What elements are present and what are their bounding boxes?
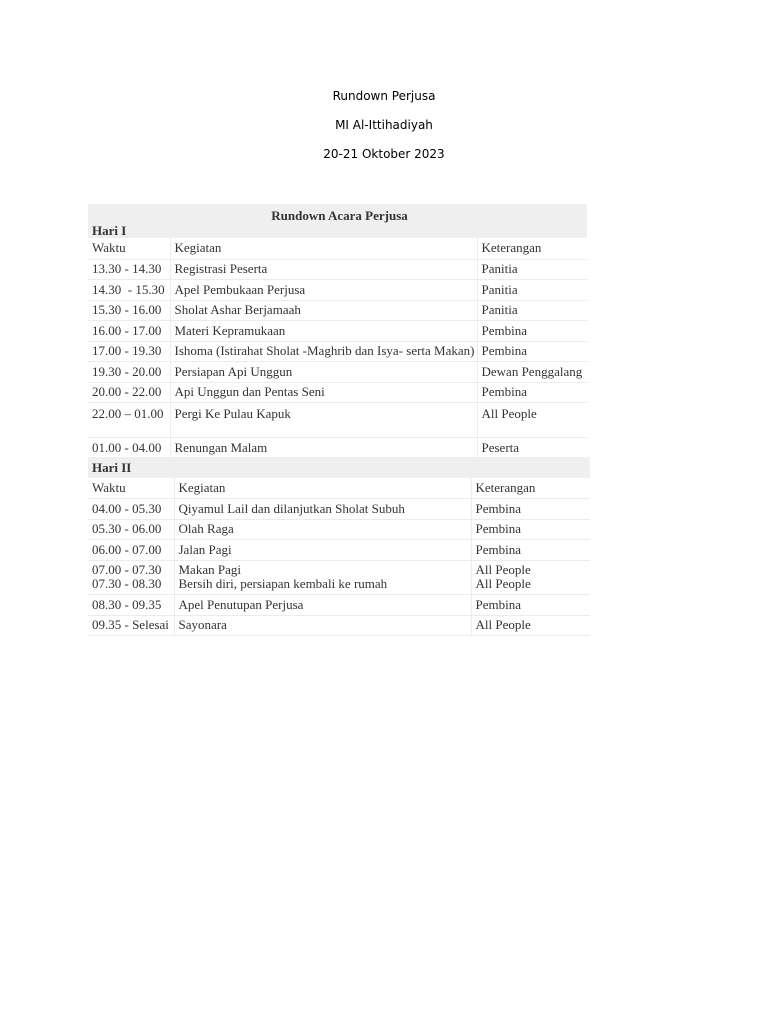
activity-cell: Sholat Ashar Berjamaah bbox=[170, 300, 477, 320]
column-header: Waktu bbox=[88, 478, 174, 498]
activity-cell: Olah Raga bbox=[174, 519, 471, 539]
table-row bbox=[88, 300, 587, 320]
note-cell: Peserta bbox=[477, 437, 587, 458]
activity-cell bbox=[174, 560, 471, 594]
time-cell: 01.00 - 04.00 bbox=[88, 437, 170, 458]
activity-cell: Renungan Malam bbox=[170, 437, 477, 458]
table-row bbox=[88, 361, 587, 382]
time-cell: 09.35 - Selesai bbox=[88, 615, 174, 635]
table-row bbox=[88, 402, 587, 437]
time-cell: 17.00 - 19.30 bbox=[88, 341, 170, 361]
table-row bbox=[88, 539, 590, 560]
table-caption-row bbox=[88, 204, 587, 238]
time-cell: 14.30 - 15.30 bbox=[88, 279, 170, 300]
activity-cell: Api Unggun dan Pentas Seni bbox=[170, 382, 477, 402]
table-row bbox=[88, 519, 590, 539]
time-cell: 08.30 - 09.35 bbox=[88, 594, 174, 615]
note-cell: Panitia bbox=[477, 259, 587, 279]
activity-cell: Pergi Ke Pulau Kapuk bbox=[170, 402, 477, 437]
time-cell: 06.00 - 07.00 bbox=[88, 539, 174, 560]
time-line: 07.00 - 07.30 bbox=[92, 562, 162, 577]
activity-cell: Sayonara bbox=[174, 615, 471, 635]
table-row bbox=[88, 615, 590, 635]
event-date: 20-21 Oktober 2023 bbox=[323, 147, 445, 161]
column-header: Kegiatan bbox=[170, 238, 477, 259]
note-cell: Pembina bbox=[471, 519, 590, 539]
time-cell: 22.00 – 01.00 bbox=[88, 402, 170, 437]
table-row bbox=[88, 594, 590, 615]
note-cell: Pembina bbox=[477, 320, 587, 341]
time-cell: 05.30 - 06.00 bbox=[88, 519, 174, 539]
note-line: All People bbox=[475, 576, 531, 591]
table-row bbox=[88, 498, 590, 519]
note-cell: Pembina bbox=[477, 382, 587, 402]
table-row bbox=[88, 341, 587, 361]
column-header: Kegiatan bbox=[174, 478, 471, 498]
column-header: Keterangan bbox=[471, 478, 590, 498]
document-title: Rundown Perjusa bbox=[332, 89, 436, 103]
table-row bbox=[88, 279, 587, 300]
activity-cell: Qiyamul Lail dan dilanjutkan Sholat Subuh bbox=[174, 498, 471, 519]
table-caption: Rundown Acara Perjusa bbox=[271, 208, 408, 223]
table-row bbox=[88, 320, 587, 341]
note-line: All People bbox=[475, 562, 531, 577]
note-cell: Pembina bbox=[471, 498, 590, 519]
note-cell: Pembina bbox=[471, 594, 590, 615]
table-row bbox=[88, 560, 590, 594]
day-label-row bbox=[88, 457, 590, 478]
column-header: Waktu bbox=[88, 238, 170, 259]
time-cell: 16.00 - 17.00 bbox=[88, 320, 170, 341]
table-row bbox=[88, 382, 587, 402]
activity-cell: Jalan Pagi bbox=[174, 539, 471, 560]
table-header-row bbox=[88, 238, 587, 259]
note-cell: Dewan Penggalang bbox=[477, 361, 587, 382]
note-cell: All People bbox=[471, 615, 590, 635]
activity-cell: Persiapan Api Unggun bbox=[170, 361, 477, 382]
note-cell: Panitia bbox=[477, 300, 587, 320]
school-name: MI Al-Ittihadiyah bbox=[335, 118, 433, 132]
time-line: 07.30 - 08.30 bbox=[92, 576, 162, 591]
activity-cell: Apel Pembukaan Perjusa bbox=[170, 279, 477, 300]
rundown-table-day1 bbox=[88, 204, 587, 459]
table-row bbox=[88, 259, 587, 279]
time-cell: 04.00 - 05.30 bbox=[88, 498, 174, 519]
time-cell: 15.30 - 16.00 bbox=[88, 300, 170, 320]
activity-line: Bersih diri, persiapan kembali ke rumah bbox=[178, 576, 388, 591]
activity-line: Makan Pagi bbox=[178, 562, 241, 577]
activity-cell: Registrasi Peserta bbox=[170, 259, 477, 279]
activity-cell: Ishoma (Istirahat Sholat -Maghrib dan Isya- serta Makan) bbox=[170, 341, 477, 361]
table-row bbox=[88, 437, 587, 458]
time-cell: 20.00 - 22.00 bbox=[88, 382, 170, 402]
activity-cell: Materi Kepramukaan bbox=[170, 320, 477, 341]
rundown-table-day2 bbox=[88, 457, 590, 636]
activity-cell: Apel Penutupan Perjusa bbox=[174, 594, 471, 615]
table-header-row bbox=[88, 478, 590, 498]
note-cell: Panitia bbox=[477, 279, 587, 300]
note-cell: Pembina bbox=[471, 539, 590, 560]
time-cell bbox=[88, 560, 174, 594]
day-label: Hari I bbox=[92, 223, 127, 238]
day-label: Hari II bbox=[88, 457, 590, 478]
note-cell: All People bbox=[477, 402, 587, 437]
time-cell: 19.30 - 20.00 bbox=[88, 361, 170, 382]
column-header: Keterangan bbox=[477, 238, 587, 259]
note-cell: Pembina bbox=[477, 341, 587, 361]
note-cell bbox=[471, 560, 590, 594]
time-cell: 13.30 - 14.30 bbox=[88, 259, 170, 279]
